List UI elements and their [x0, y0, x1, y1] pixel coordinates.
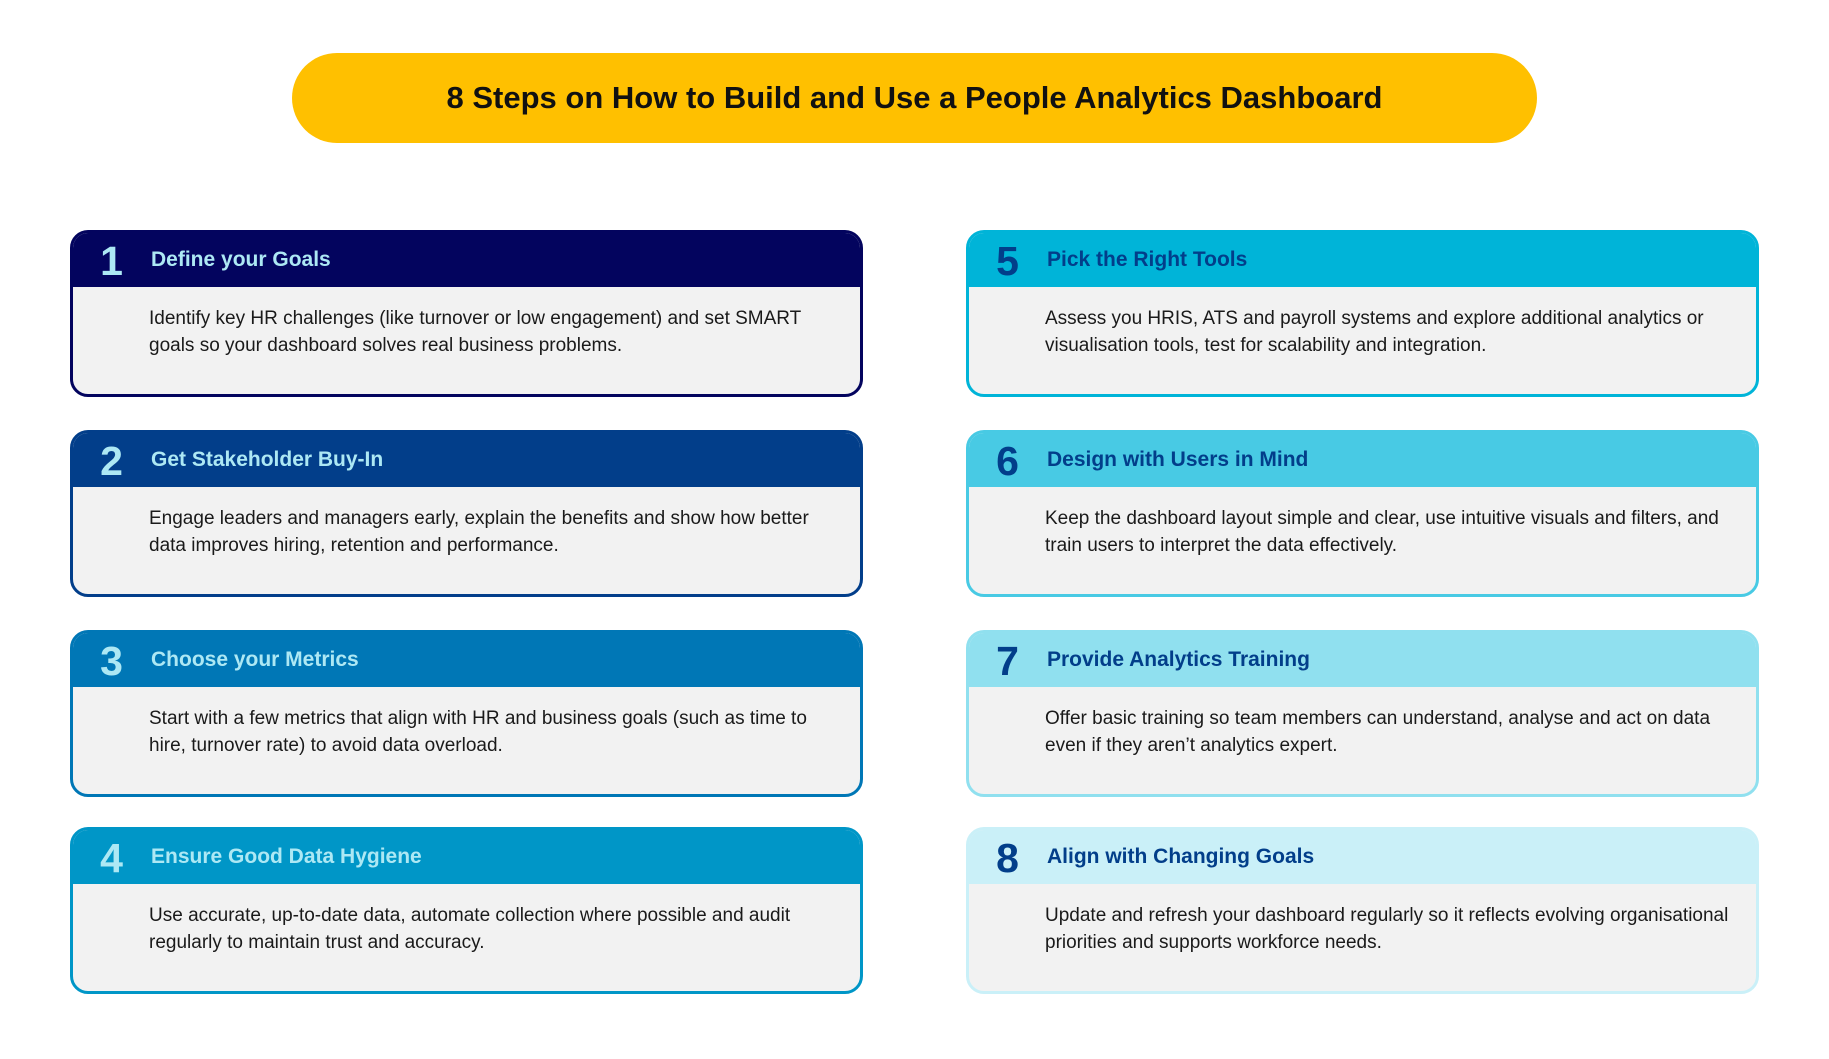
step-description: Assess you HRIS, ATS and payroll systems and explore additional analytics or visualisation tools, test for scalability and integration.: [1045, 308, 1704, 356]
step-title: Choose your Metrics: [151, 648, 359, 671]
step-title: Get Stakeholder Buy-In: [151, 448, 384, 471]
title-banner: [292, 53, 1537, 143]
step-description: Keep the dashboard layout simple and clear, use intuitive visuals and filters, and train users to interpret the data effectively.: [1045, 508, 1719, 556]
step-header: [73, 830, 860, 884]
step-card-5: [966, 230, 1759, 397]
step-number: 5: [996, 238, 1019, 284]
step-title: Provide Analytics Training: [1047, 648, 1310, 671]
step-description: Update and refresh your dashboard regularly so it reflects evolving organisational priorities and supports workforce needs.: [1045, 905, 1729, 953]
page-title: 8 Steps on How to Build and Use a People Analytics Dashboard: [446, 80, 1383, 115]
step-title: Design with Users in Mind: [1047, 448, 1309, 471]
step-header: [969, 233, 1756, 287]
step-description: Offer basic training so team members can understand, analyse and act on data even if they aren’t analytics expert.: [1045, 708, 1711, 756]
step-title: Pick the Right Tools: [1047, 248, 1248, 271]
step-description: Identify key HR challenges (like turnover or low engagement) and set SMART goals so your dashboard solves real business problems.: [149, 308, 801, 356]
step-card-2: [70, 430, 863, 597]
step-header: [969, 830, 1756, 884]
step-number: 3: [100, 638, 123, 684]
step-number: 2: [100, 438, 123, 484]
step-description: Use accurate, up-to-date data, automate collection where possible and audit regularly to maintain trust and accuracy.: [149, 905, 791, 953]
step-number: 6: [996, 438, 1019, 484]
step-number: 8: [996, 835, 1019, 881]
step-title: Ensure Good Data Hygiene: [151, 845, 422, 868]
step-number: 1: [100, 238, 123, 284]
step-number: 7: [996, 638, 1019, 684]
step-header: [73, 433, 860, 487]
step-header: [73, 633, 860, 687]
step-card-3: [70, 630, 863, 797]
step-card-4: [70, 827, 863, 994]
step-description: Start with a few metrics that align with HR and business goals (such as time to hire, turnover rate) to avoid data overload.: [149, 708, 807, 756]
step-header: [969, 433, 1756, 487]
step-card-6: [966, 430, 1759, 597]
step-title: Define your Goals: [151, 248, 331, 271]
step-title: Align with Changing Goals: [1047, 845, 1315, 868]
step-card-8: [966, 827, 1759, 994]
step-header: [73, 233, 860, 287]
step-card-1: [70, 230, 863, 397]
step-header: [969, 633, 1756, 687]
step-card-7: [966, 630, 1759, 797]
step-number: 4: [100, 835, 123, 881]
step-description: Engage leaders and managers early, explain the benefits and show how better data improves hiring, retention and performance.: [149, 508, 809, 556]
